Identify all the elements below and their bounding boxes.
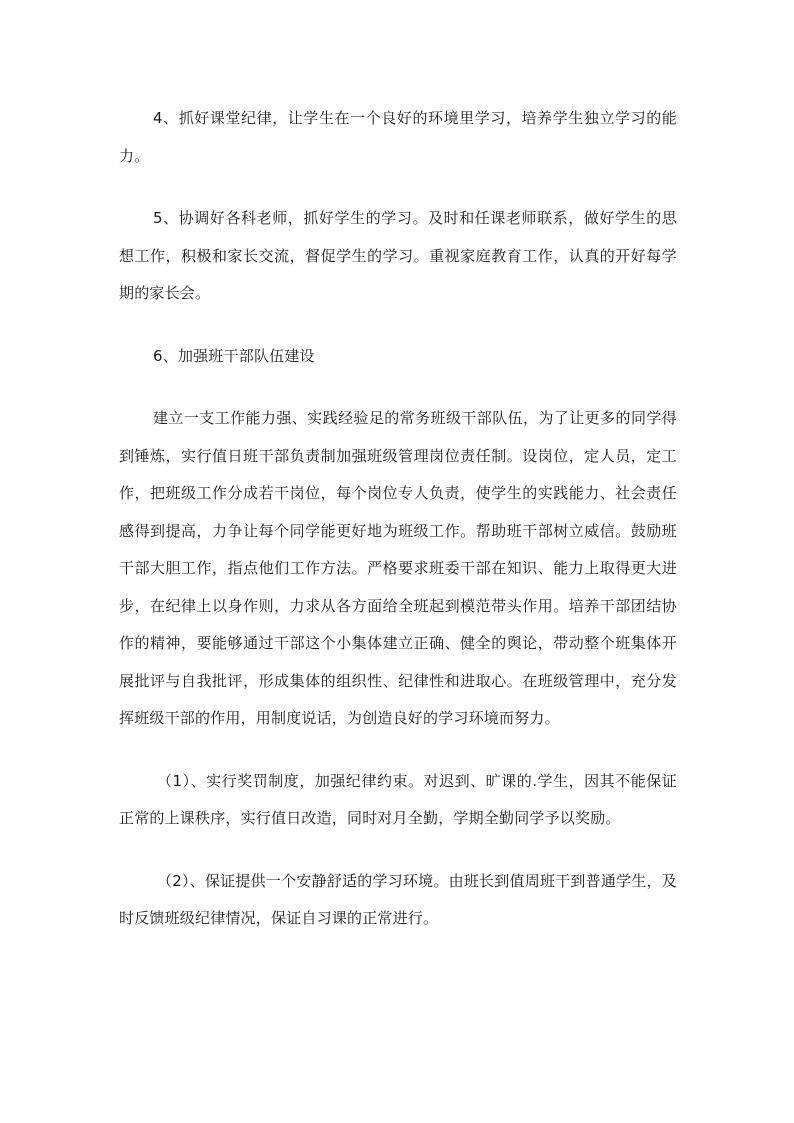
paragraph-item-4: 4、抓好课堂纪律，让学生在一个良好的环境里学习，培养学生独立学习的能力。 — [119, 109, 677, 165]
paragraph-class-cadre: 建立一支工作能力强、实践经验足的常务班级干部队伍，为了让更多的同学得到锤炼，实行值日班干部负责制加强班级管理岗位责任制。设岗位，定人员，定工作，把班级工作分成若干岗位，每个岗位专人负责，使学生的实践能力、社会责任感得到提高，力争让每个同学能更好地为班级工作。帮助班干部树立威信。鼓励班干部大胆工作，指点他们工作方法。严格要求班委干部在知识、能力上取得更大进步，在纪律上以身作则，力求从各方面给全班起到模范带头作用。培养干部团结协作的精神，要能够通过干部这个小集体建立正确、健全的舆论，带动整个班集体开展批评与自我批评，形成集体的组织性、纪律性和进取心。在班级管理中，充分发挥班级干部的作用，用制度说话，为创造良好的学习环境而努力。 — [119, 409, 677, 727]
paragraph-subitem-2: （2）、保证提供一个安静舒适的学习环境。由班长到值周班干到普通学生，及时反馈班级纪律情况，保证自习课的正常进行。 — [119, 871, 677, 927]
paragraph-item-5: 5、协调好各科老师，抓好学生的学习。及时和任课老师联系，做好学生的思想工作，积极和家长交流，督促学生的学习。重视家庭教育工作，认真的开好每学期的家长会。 — [119, 209, 677, 302]
document-body — [119, 100, 677, 963]
paragraph-subitem-1: （1）、实行奖罚制度，加强纪律约束。对迟到、旷课的.学生，因其不能保证正常的上课秩序，实行值日改造，同时对月全勤，学期全勤同学予以奖励。 — [119, 771, 677, 827]
section-heading-6: 6、加强班干部队伍建设 — [153, 346, 315, 365]
